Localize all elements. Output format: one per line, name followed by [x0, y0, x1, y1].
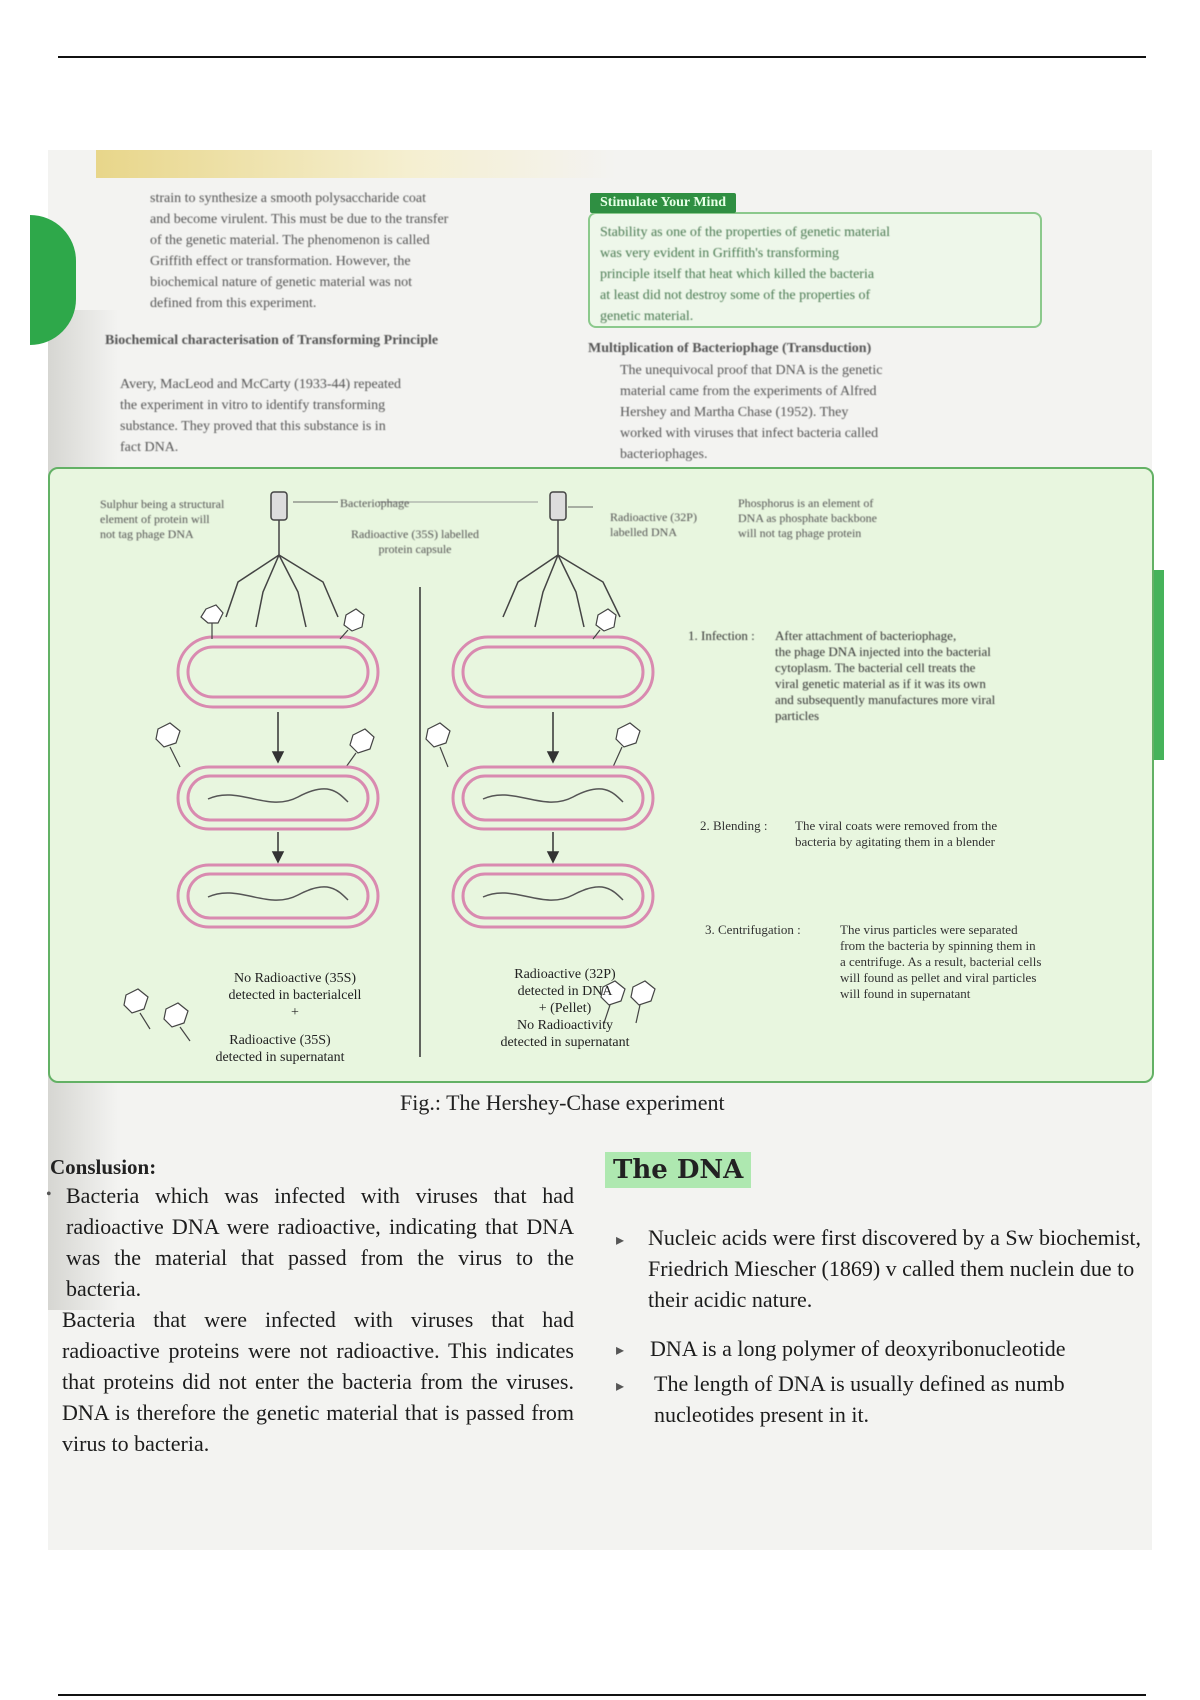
step2-text [795, 818, 1105, 850]
text-line: of the genetic material. The phenomenon is called [150, 233, 430, 248]
text-line: principle itself that heat which killed the bacteria [600, 267, 875, 282]
attached-phage [201, 605, 616, 639]
bullet-marker: ▸ [616, 1378, 625, 1395]
bacteriophage-label: Bacteriophage [340, 496, 410, 510]
text-line: No Radioactivity [516, 1018, 614, 1033]
right-result [470, 966, 660, 1051]
text-line: and become virulent. This must be due to the transfer [150, 212, 449, 227]
left-result-supernatant [180, 1032, 380, 1066]
bacteriophage-right [503, 492, 620, 627]
multiplication-bullet [620, 360, 1060, 465]
text-line: and subsequently manufactures more viral [775, 692, 996, 707]
bacterial-cell-left-2 [178, 767, 378, 829]
text-line: not tag phage DNA [100, 527, 194, 541]
text-line: will not tag phage protein [738, 526, 862, 540]
dna-bullet-3: The length of DNA is usually defined as numb nucleotides present in it. [654, 1371, 1065, 1427]
top-rule [58, 56, 1146, 58]
conclusion-para-2: Bacteria that were infected with viruses that had radioactive proteins were not radioactive. This indicates that proteins did not enter the bacteria from the viruses. DNA is therefore the genetic material that is passed from virus to bacteria. [62, 1307, 574, 1456]
text-line: a centrifuge. As a result, bacterial cells [840, 954, 1042, 969]
text-line: The viral coats were removed from the [795, 818, 998, 833]
biochem-bullet [120, 374, 560, 458]
text-line: + [291, 1005, 299, 1020]
bullet-marker: ▸ [616, 1232, 625, 1249]
text-line: bacteriophages. [620, 447, 708, 462]
step1-title: 1. Infection : [688, 628, 755, 643]
upper-left-paragraph [150, 188, 560, 314]
text-line: labelled DNA [610, 525, 677, 539]
text-line: strain to synthesize a smooth polysaccharide coat [150, 191, 427, 206]
conclusion-para-1: Bacteria which was infected with viruses that had radioactive DNA were radioactive, indicating that DNA was the material that passed from the virus to the bacteria. [66, 1183, 574, 1301]
stimulate-text [600, 222, 1030, 327]
bacterial-cell-left-3 [178, 865, 378, 927]
text-line: cytoplasm. The bacterial cell treats the [775, 660, 976, 675]
step2-title: 2. Blending : [700, 818, 768, 833]
page-edge-tint [96, 150, 616, 178]
dna-bullet-2: DNA is a long polymer of deoxyribonucleotide [650, 1336, 1066, 1361]
text-line: viral genetic material as if it was its own [775, 676, 986, 691]
text-line: After attachment of bacteriophage, [775, 628, 957, 643]
stimulate-label: Stimulate Your Mind [590, 193, 736, 213]
text-line: detected in supernatant [215, 1050, 345, 1065]
text-line: substance. They proved that this substance is in [120, 419, 386, 434]
text-line: detected in DNA [517, 984, 613, 999]
biochem-heading: Biochemical characterisation of Transforming Principle [105, 333, 439, 348]
step1-text [775, 628, 1095, 724]
text-line: Radioactive (35S) labelled [351, 527, 479, 541]
dna-bullet-1: Nucleic acids were first discovered by a Sw biochemist, Friedrich Miescher (1869) v called them nuclein due to their acidic nature. [648, 1225, 1142, 1312]
dna-section-title: The DNA [605, 1152, 751, 1188]
text-line: Griffith effect or transformation. However, the [150, 254, 411, 269]
text-line: fact DNA. [120, 440, 179, 455]
protein-capsule-label [330, 527, 500, 557]
bacterial-cell-right-3 [453, 865, 653, 927]
text-line: Avery, MacLeod and McCarty (1933-44) repeated [120, 377, 402, 392]
text-line: material came from the experiments of Alfred [620, 384, 877, 399]
conclusion-heading: Conslusion: [50, 1155, 157, 1179]
text-line: + (Pellet) [538, 1001, 592, 1016]
text-line: at least did not destroy some of the properties of [600, 288, 871, 303]
text-line: genetic material. [600, 309, 694, 324]
text-line: from the bacteria by spinning them in [840, 938, 1036, 953]
step3-text [840, 922, 1130, 1002]
text-line: element of protein will [100, 512, 210, 526]
bottom-rule [58, 1694, 1146, 1696]
text-line: detected in bacterialcell [228, 988, 362, 1003]
bullet-marker: • [46, 1186, 52, 1203]
text-line: The virus particles were separated [840, 922, 1018, 937]
text-line: Stability as one of the properties of genetic material [600, 225, 891, 240]
text-line: Phosphorus is an element of [738, 496, 874, 510]
phosphorus-note [738, 496, 968, 541]
text-line: biochemical nature of genetic material was not [150, 275, 413, 290]
text-line: The unequivocal proof that DNA is the genetic [620, 363, 883, 378]
text-line: Radioactive (32P) [514, 967, 616, 982]
multiplication-heading: Multiplication of Bacteriophage (Transduction) [588, 341, 872, 356]
bullet-marker: ▸ [616, 1342, 625, 1359]
text-line: Sulphur being a structural [100, 497, 225, 511]
text-line: DNA as phosphate backbone [738, 511, 877, 525]
dna-label [610, 510, 710, 540]
text-line: Hershey and Martha Chase (1952). They [620, 405, 849, 420]
text-line: protein capsule [378, 542, 452, 556]
text-line: defined from this experiment. [150, 296, 317, 311]
text-line: Radioactive (32P) [610, 510, 697, 524]
text-line: the phage DNA injected into the bacterial [775, 644, 991, 659]
text-line: Radioactive (35S) [229, 1033, 331, 1048]
step3-title: 3. Centrifugation : [705, 922, 801, 937]
left-result [180, 970, 410, 1021]
text-line: will found in supernatant [840, 986, 971, 1001]
text-line: particles [775, 708, 820, 723]
bacterial-cell-right-2 [453, 767, 653, 829]
flow-arrow [273, 712, 558, 862]
text-line: was very evident in Griffith's transforming [600, 246, 840, 261]
text-line: the experiment in vitro to identify transforming [120, 398, 386, 413]
text-line: No Radioactive (35S) [233, 971, 357, 986]
text-line: will found as pellet and viral particles [840, 970, 1037, 985]
bacterial-cell-left-1 [178, 637, 378, 707]
text-line: worked with viruses that infect bacteria called [620, 426, 879, 441]
detached-phage [156, 723, 640, 767]
figure-caption: Fig.: The Hershey-Chase experiment [400, 1090, 725, 1115]
text-line: detected in supernatant [500, 1035, 630, 1050]
text-line: bacteria by agitating them in a blender [795, 834, 995, 849]
sulphur-note [100, 497, 270, 542]
bacterial-cell-right-1 [453, 637, 653, 707]
